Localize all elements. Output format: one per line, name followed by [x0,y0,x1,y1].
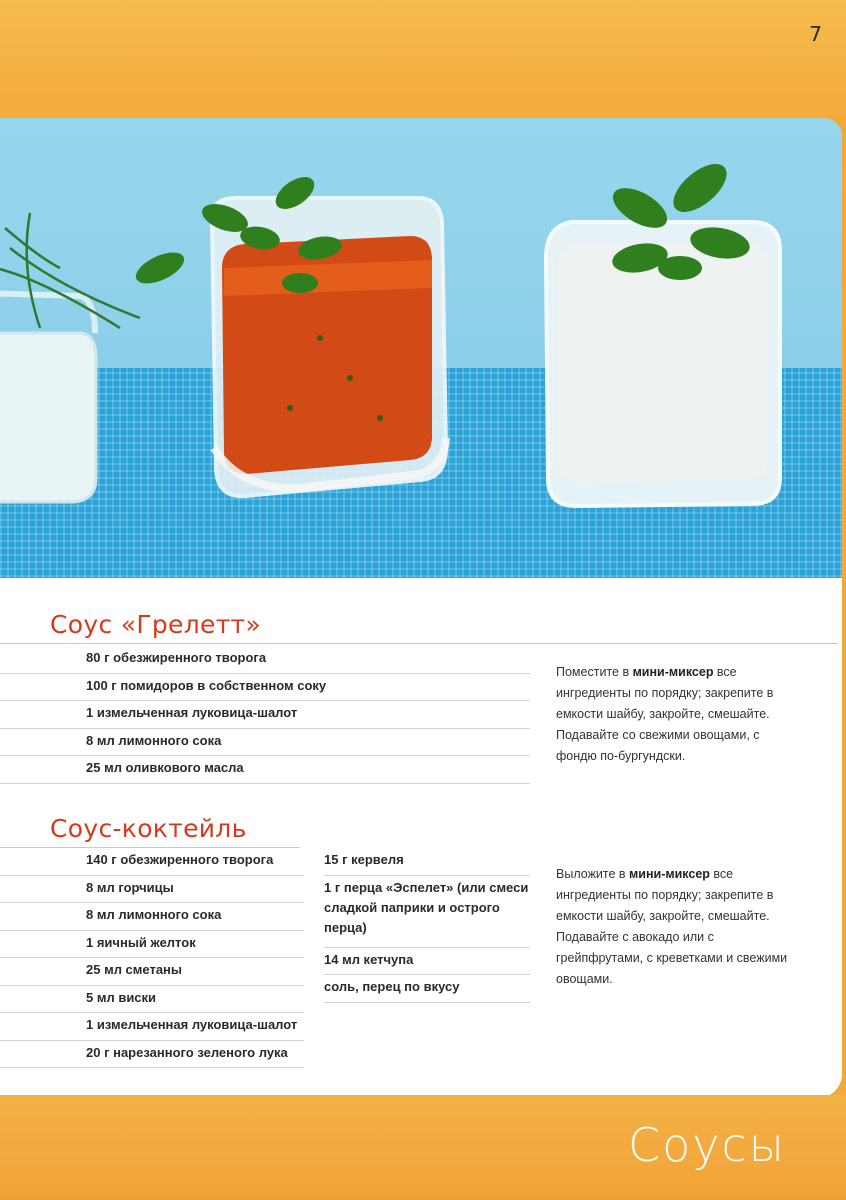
recipe1-ingredients [0,646,530,784]
serving-text: Подавайте с авокадо или с грейпфрутами, с креветками и свежими овощами. [556,930,788,986]
method-prefix: Выложите в [556,867,630,881]
appliance-name: мини-миксер [632,665,714,679]
method-text: все ингредиенты по порядку; закрепите в емкости шайбу, закройте, смешайте. [556,665,774,721]
recipe2-title: Соус-коктейль [50,814,247,843]
glasses-illustration [0,118,842,578]
ingredient: 5 мл виски [0,986,304,1014]
tomato-glass [131,171,446,497]
ingredient: 8 мл лимонного сока [0,729,530,757]
recipe1-method [556,662,788,767]
ingredient: 14 мл кетчупа [324,948,530,976]
recipe1-title-rule [0,643,838,644]
left-glass [0,213,140,502]
top-band [0,0,846,120]
method-text: все ингредиенты по порядку; закрепите в емкости шайбу, закройте, смешайте. [556,867,774,923]
recipe2-method [556,864,788,990]
ingredient: 25 мл оливкового масла [0,756,530,784]
appliance-name: мини-миксер [629,867,710,881]
ingredient: 15 г кервеля [324,848,530,876]
ingredient: 1 измельченная луковица-шалот [0,1013,304,1041]
ingredient: 8 мл лимонного сока [0,903,304,931]
section-title: Соусы [628,1118,786,1172]
sauces-photo [0,118,842,578]
ingredient: 80 г обезжиренного творога [0,646,530,674]
recipe1-title: Соус «Грелетт» [50,610,262,639]
serving-text: Подавайте со свежими овощами, с фондю по-бургундски. [556,728,760,763]
recipe2-ingredients-col2 [324,848,530,1003]
ingredient: 140 г обезжиренного творога [0,848,304,876]
ingredient: 25 мл сметаны [0,958,304,986]
ingredient: 100 г помидоров в собственном соку [0,674,530,702]
white-glass [546,155,780,506]
ingredient: 1 яичный желток [0,931,304,959]
method-prefix: Поместите в [556,665,633,679]
ingredient: 1 измельченная луковица-шалот [0,701,530,729]
ingredient: соль, перец по вкусу [324,975,530,1003]
recipe2-ingredients-col1 [0,848,304,1068]
page-number: 7 [809,22,822,46]
ingredient: 1 г перца «Эспелет» (или смеси сладкой паприки и острого перца) [324,876,530,948]
ingredient: 8 мл горчицы [0,876,304,904]
ingredient: 20 г нарезанного зеленого лука [0,1041,304,1069]
